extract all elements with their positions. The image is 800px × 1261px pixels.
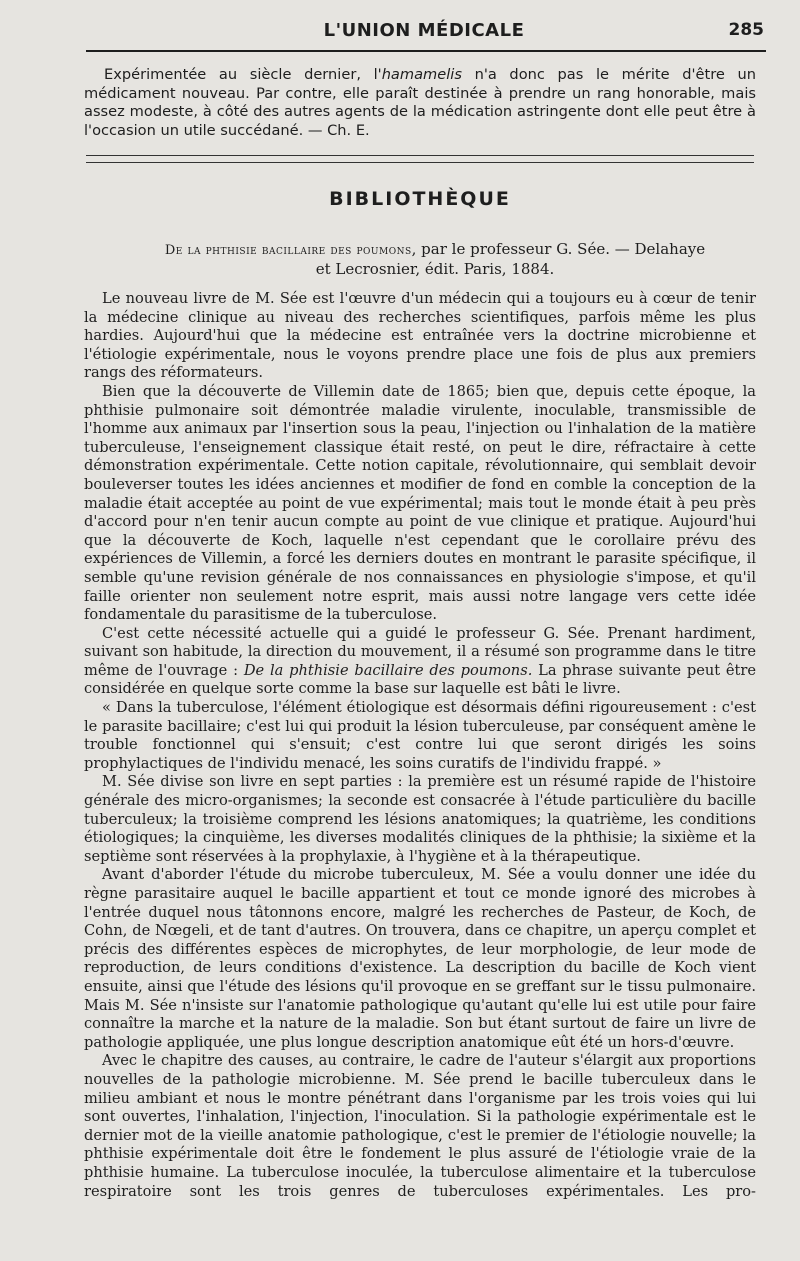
section-divider [86,155,754,163]
intro-text: Expérimentée au siècle dernier, l'hamamelis n'a donc pas le mérite d'être un médicament nouveau. Par contre, elle paraît destinée à prendre un rang honorable, mais assez modeste, à côté des autres agents de la médication astringente dont elle peut être à l'occasion un utile succédané. — Ch. E. [84,66,756,139]
paragraph-2: Bien que la découverte de Villemin date de 1865; bien que, depuis cette époque, la phthisie pulmonaire soit démontrée maladie virulente, inoculable, transmissible de l'homme aux animaux par l'insertion sous la peau, l'injection ou l'inhalation de la matière tuberculeuse, l'enseignement classique était resté, on peut le dire, réfractaire à cette démonstration expérimentale. Cette notion capitale, révolutionnaire, qui semblait devoir bouleverser toutes les idées anciennes et modifier de fond en comble la conception de la maladie était acceptée au point de vue expérimental; mais tout le monde était à peu près d'accord pour n'en tenir aucun compte au point de vue clinique et pratique. Aujourd'hui que la découverte de Koch, laquelle n'est cependant que le corollaire prévu des expériences de Villemin, a forcé les derniers doutes en montrant le parasite spécifique, il semble qu'une revision générale de nos connaissances en physiologie s'impose, et qu'il faille orienter non seulement notre esprit, mais aussi notre langage vers cette idée fondamentale du parasitisme de la tuberculose. [84,382,756,624]
intro-paragraph [84,66,756,140]
page-number: 285 [728,20,764,40]
running-title: L'UNION MÉDICALE [323,20,525,41]
page-header [84,18,764,46]
paragraph-3 [84,625,756,699]
paragraph-4-quote: « Dans la tuberculose, l'élément étiologique est désormais défini rigoureusement : c'est le parasite bacillaire; c'est lui qui produit la lésion tuberculeuse, par conséquent amène le trouble fonctionnel qui s'ensuit; c'est contre lui que seront dirigés les soins prophylactiques de l'individu menacé, les soins curatifs de l'individu frappé. » [84,699,756,772]
paragraph-7: Avec le chapitre des causes, au contraire, le cadre de l'auteur s'élargit aux proportions nouvelles de la pathologie microbienne. M. Sée prend le bacille tuberculeux dans le milieu ambiant et nous le montre pénétrant dans l'organisme par les trois voies qui lui sont ouvertes, l'inhalation, l'injection, l'inoculation. Si la pathologie expérimentale est le dernier mot de la vieille anatomie pathologique, c'est le premier de l'étiologie nouvelle; la phthisie expérimentale doit être le fondement le plus assuré de l'étiologie vraie de la phthisie humaine. La tuberculose inoculée, la tuberculose alimentaire et la tuberculose respiratoire sont les trois genres de tuberculoses expérimentales. Les pro- [84,1052,756,1200]
review-body [84,290,756,1201]
paragraph-1: Le nouveau livre de M. Sée est l'œuvre d'un médecin qui a toujours eu à cœur de tenir la médecine clinique au niveau des recherches scientifiques, parfois même les plus hardies. Aujourd'hui que la médecine est entraînée vers la doctrine microbienne et l'étiologie expérimentale, nous le voyons prendre place une fois de plus aux premiers rangs des réformateurs. [84,290,756,382]
section-title: BIBLIOTHÈQUE [329,188,511,210]
paragraph-3-text: C'est cette nécessité actuelle qui a guidé le professeur G. Sée. Prenant hardiment, suivant son habitude, la direction du mouvement, il a résumé son programme dans le titre même de l'ouvrage : [84,624,756,679]
paragraph-5: M. Sée divise son livre en sept parties : la première est un résumé rapide de l'histoire générale des micro-organismes; la seconde est consacrée à l'étude particulière du bacille tuberculeux; la troisième comprend les lésions anatomiques; la quatrième, les conditions étiologiques; la cinquième, les diverses modalités cliniques de la phthisie; la sixième et la septième sont réservées à la prophylaxie, à l'hygiène et à la thérapeutique. [84,773,756,865]
book-title-italic: De la phthisie bacillaire des poumons. [243,661,533,679]
hamamelis-italic: hamamelis [381,66,462,83]
book-reference [110,240,760,279]
paragraph-6: Avant d'aborder l'étude du microbe tuberculeux, M. Sée a voulu donner une idée du règne parasitaire auquel le bacille appartient et tout ce monde ignoré des microbes à l'entrée duquel nous tâtonnons encore, malgré les recherches de Pasteur, de Koch, de Cohn, de Nœgeli, et de tant d'autres. On trouvera, dans ce chapitre, un aperçu complet et précis des différentes espèces de microphytes, de leur morphologie, de leur mode de reproduction, de leurs conditions d'existence. La description du bacille de Koch vient ensuite, ainsi que l'étude des lésions qu'il provoque en se greffant sur le tissu pulmonaire. Mais M. Sée n'insiste sur l'anatomie pathologique qu'autant qu'elle lui est utile pour faire connaître la marche et la nature de la maladie. Son but étant surtout de faire un livre de pathologie appliquée, une plus longue description anatomique eût été un hors-d'œuvre. [84,866,756,1051]
book-edition: et Lecrosnier, édit. Paris, 1884. [315,260,555,278]
book-title: De la phthisie bacillaire des poumons [164,243,412,258]
book-author-publisher: , par le professeur G. Sée. — Delahaye [411,240,706,258]
header-rule [86,50,766,52]
paragraph-3-tail: La phrase suivante peut être considérée en quelque sorte comme la base sur laquelle est bâti le livre. [84,661,757,698]
